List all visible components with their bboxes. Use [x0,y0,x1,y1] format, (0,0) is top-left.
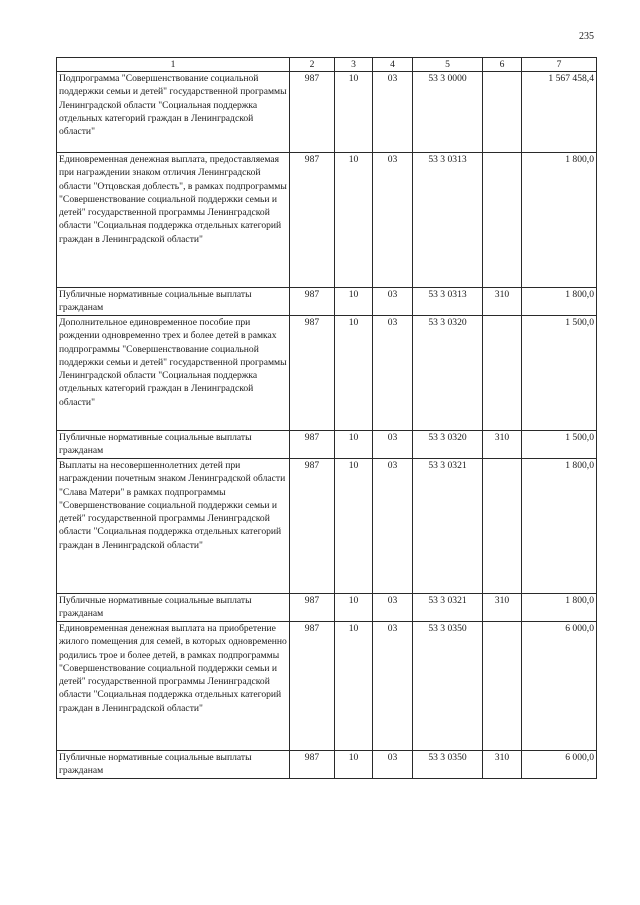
row-subsection: 03 [373,751,413,779]
table-row [57,431,597,459]
table-row [57,153,597,288]
row-ministry-code: 987 [290,594,335,622]
header-col-2: 2 [290,58,335,72]
row-section: 10 [335,459,373,594]
header-col-7: 7 [522,58,597,72]
row-name: Выплаты на несовершеннолетних детей при награждении почетным знаком Ленинградской области "Слава Матери" в рамках подпрограммы "Совершенствование социальной поддержки семьи и детей" государственной программы Ленинградской области "Социальная поддержка отдельных категорий граждан в Ленинградской области" [57,459,290,594]
row-section: 10 [335,751,373,779]
row-amount: 6 000,0 [522,622,597,751]
row-target-item: 53 3 0000 [413,72,483,153]
row-name: Публичные нормативные социальные выплаты гражданам [57,288,290,316]
row-name: Дополнительное единовременное пособие при рождении одновременно трех и более детей в рамках подпрограммы "Совершенствование социальной поддержки семьи и детей" государственной программы Ленинградской области "Социальная поддержка отдельных категорий граждан в Ленинградской области" [57,316,290,431]
row-subsection: 03 [373,431,413,459]
row-ministry-code: 987 [290,459,335,594]
row-ministry-code: 987 [290,288,335,316]
row-name: Публичные нормативные социальные выплаты гражданам [57,431,290,459]
table-row [57,72,597,153]
row-amount: 1 800,0 [522,153,597,288]
header-col-3: 3 [335,58,373,72]
row-target-item: 53 3 0313 [413,153,483,288]
row-subsection: 03 [373,622,413,751]
row-expense-type: 310 [483,594,522,622]
header-col-6: 6 [483,58,522,72]
row-amount: 1 800,0 [522,594,597,622]
row-ministry-code: 987 [290,622,335,751]
page-number: 235 [579,31,594,42]
row-section: 10 [335,72,373,153]
table-row [57,288,597,316]
row-name: Единовременная денежная выплата на приобретение жилого помещения для семей, в которых одновременно родились трое и более детей, в рамках подпрограммы "Совершенствование социальной поддержки семьи и детей" государственной программы Ленинградской области "Социальная поддержка отдельных категорий граждан в Ленинградской области" [57,622,290,751]
row-expense-type [483,622,522,751]
table-row [57,751,597,779]
row-expense-type [483,459,522,594]
row-target-item: 53 3 0320 [413,431,483,459]
row-name: Публичные нормативные социальные выплаты гражданам [57,594,290,622]
row-subsection: 03 [373,72,413,153]
row-target-item: 53 3 0321 [413,459,483,594]
row-amount: 1 800,0 [522,459,597,594]
table-row [57,459,597,594]
row-subsection: 03 [373,288,413,316]
header-col-5: 5 [413,58,483,72]
row-subsection: 03 [373,153,413,288]
table-row [57,622,597,751]
row-ministry-code: 987 [290,751,335,779]
row-section: 10 [335,288,373,316]
row-amount: 1 567 458,4 [522,72,597,153]
row-expense-type: 310 [483,431,522,459]
row-subsection: 03 [373,316,413,431]
row-expense-type [483,153,522,288]
row-target-item: 53 3 0350 [413,622,483,751]
row-ministry-code: 987 [290,316,335,431]
row-section: 10 [335,594,373,622]
row-name: Единовременная денежная выплата, предоставляемая при награждении знаком отличия Ленинградской области "Отцовская доблесть", в рамках подпрограммы "Совершенствование социальной поддержки семьи и детей" государственной программы Ленинградской области "Социальная поддержка отдельных категорий граждан в Ленинградской области" [57,153,290,288]
row-amount: 1 500,0 [522,431,597,459]
table-header-row [57,58,597,72]
row-expense-type [483,316,522,431]
row-section: 10 [335,431,373,459]
row-ministry-code: 987 [290,72,335,153]
table-row [57,594,597,622]
row-name: Подпрограмма "Совершенствование социальной поддержки семьи и детей" государственной программы Ленинградской области "Социальная поддержка отдельных категорий граждан в Ленинградской области" [57,72,290,153]
row-section: 10 [335,316,373,431]
header-col-1: 1 [57,58,290,72]
row-expense-type: 310 [483,288,522,316]
row-expense-type [483,72,522,153]
budget-table [56,57,597,779]
row-name: Публичные нормативные социальные выплаты гражданам [57,751,290,779]
row-expense-type: 310 [483,751,522,779]
header-col-4: 4 [373,58,413,72]
row-subsection: 03 [373,459,413,594]
row-amount: 1 800,0 [522,288,597,316]
row-ministry-code: 987 [290,431,335,459]
table-row [57,316,597,431]
row-target-item: 53 3 0321 [413,594,483,622]
row-ministry-code: 987 [290,153,335,288]
row-subsection: 03 [373,594,413,622]
row-amount: 6 000,0 [522,751,597,779]
row-amount: 1 500,0 [522,316,597,431]
row-target-item: 53 3 0320 [413,316,483,431]
row-section: 10 [335,153,373,288]
row-section: 10 [335,622,373,751]
row-target-item: 53 3 0350 [413,751,483,779]
row-target-item: 53 3 0313 [413,288,483,316]
